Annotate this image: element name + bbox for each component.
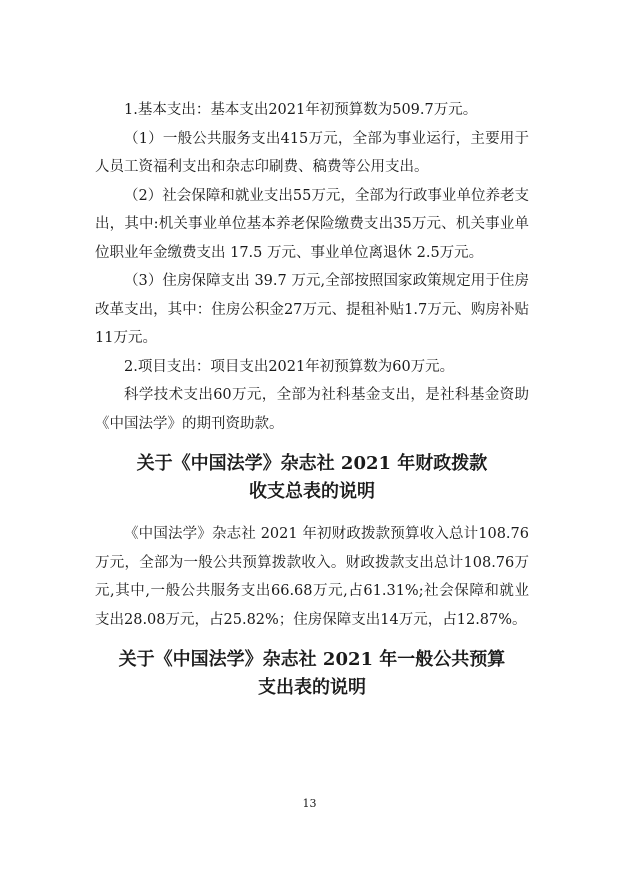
- paragraph-general-public-services: （1）一般公共服务支出415万元，全部为事业运行，主要用于人员工资福利支出和杂志印刷费、稿费等公用支出。: [95, 130, 529, 175]
- heading-line-1: 关于《中国法学》杂志社 2021 年一般公共预算: [118, 649, 506, 670]
- page-content: [95, 96, 529, 702]
- heading-line-2: 收支总表的说明: [249, 481, 375, 502]
- heading-line-1: 关于《中国法学》杂志社 2021 年财政拨款: [136, 453, 488, 474]
- page-number: 13: [302, 797, 317, 810]
- paragraph-basic-expenditure: 1.基本支出：基本支出2021年初预算数为509.7万元。: [124, 102, 478, 118]
- paragraph-housing-security: （3）住房保障支出 39.7 万元,全部按照国家政策规定用于住房改革支出，其中：住房公积金27万元、提租补贴1.7万元、购房补贴11万元。: [95, 273, 529, 346]
- section-heading-fiscal-summary: [95, 450, 529, 506]
- section-heading-general-budget: [95, 646, 529, 702]
- paragraph-project-expenditure: 2.项目支出：项目支出2021年初预算数为60万元。: [124, 358, 455, 375]
- paragraph-social-security: （2）社会保障和就业支出55万元，全部为行政事业单位养老支出，其中:机关事业单位基本养老保险缴费支出35万元、机关事业单位职业年金缴费支出 17.5 万元、事业单位离退休 2.5万元。: [95, 187, 529, 261]
- paragraph-fiscal-summary: 《中国法学》杂志社 2021 年初财政拨款预算收入总计108.76 万元，全部为一般公共预算拨款收入。财政拨款支出总计108.76万元,其中,一般公共服务支出66.68万元,占61.31%;社会保障和就业支出28.08万元，占25.82%；住房保障支出14万元，占12.87%。: [95, 526, 529, 628]
- paragraph-science-technology: 科学技术支出60万元，全部为社科基金支出，是社科基金资助《中国法学》的期刊资助款。: [95, 387, 529, 432]
- heading-line-2: 支出表的说明: [258, 677, 366, 698]
